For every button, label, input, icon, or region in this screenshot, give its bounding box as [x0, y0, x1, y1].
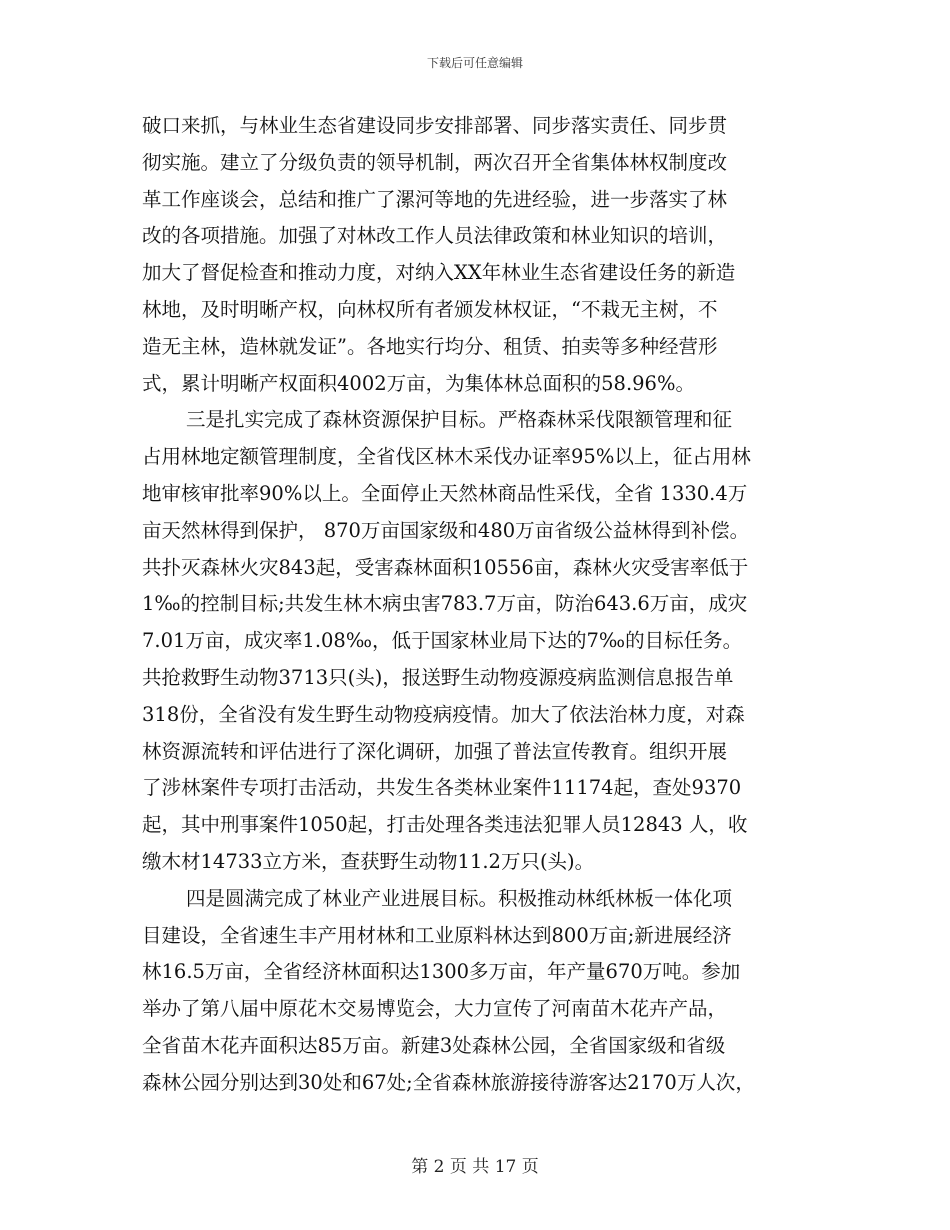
text-line: 地审核审批率90%以上。全面停止天然林商品性采伐，全省 1330.4万 — [142, 481, 748, 505]
text-line: 亩天然林得到保护， 870万亩国家级和480万亩省级公益林得到补偿。 — [142, 518, 750, 542]
text-line: 目建设，全省速生丰产用材林和工业原料林达到800万亩;新进展经济 — [142, 923, 732, 947]
text-line: 占用林地定额管理制度，全省伐区林木采伐办证率95%以上，征占用林 — [142, 445, 751, 469]
text-line: 造无主林，造林就发证”。各地实行均分、租赁、拍卖等多种经营形 — [142, 334, 718, 358]
page-footer: 第 2 页 共 17 页 — [411, 1157, 539, 1177]
text-line: 举办了第八届中原花木交易博览会，大力宣传了河南苗木花卉产品， — [142, 997, 728, 1021]
text-line: 式，累计明晰产权面积4002万亩，为集体林总面积的58.96%。 — [142, 371, 695, 395]
text-line: 改的各项措施。加强了对林改工作人员法律政策和林业知识的培训， — [142, 224, 728, 248]
text-line: 森林公园分别达到30处和67处;全省森林旅游接待游客达2170万人次， — [142, 1070, 755, 1094]
text-line: 1‰的控制目标;共发生林木病虫害783.7万亩，防治643.6万亩，成灾 — [142, 592, 748, 616]
text-line: 共扑灭森林火灾843起，受害森林面积10556亩，森林火灾受害率低于 — [142, 555, 749, 579]
text-line: 全省苗木花卉面积达85万亩。新建3处森林公园，全省国家级和省级 — [142, 1033, 726, 1057]
paragraph-start-line: 三是扎实完成了森林资源保护目标。严格森林采伐限额管理和征 — [186, 408, 733, 432]
text-line: 缴木材14733立方米，查获野生动物11.2万只(头)。 — [142, 849, 595, 873]
page-header: 下载后可任意编辑 — [426, 56, 523, 70]
text-line: 起，其中刑事案件1050起，打击处理各类违法犯罪人员12843 人，收 — [142, 813, 748, 837]
paragraph-start-line: 四是圆满完成了林业产业进展目标。积极推动林纸林板一体化项 — [186, 886, 733, 910]
text-line: 加大了督促检查和推动力度，对纳入XX年林业生态省建设任务的新造 — [142, 261, 736, 285]
text-line: 林地，及时明晰产权，向林权所有者颁发林权证，“不栽无主树，不 — [142, 297, 718, 321]
document-body — [142, 108, 827, 1102]
text-line: 318份，全省没有发生野生动物疫病疫情。加大了依法治林力度，对森 — [142, 702, 745, 726]
text-line: 彻实施。建立了分级负责的领导机制，两次召开全省集体林权制度改 — [142, 150, 728, 174]
text-line: 革工作座谈会，总结和推广了漯河等地的先进经验，进一步落实了林 — [142, 187, 728, 211]
text-line: 了涉林案件专项打击活动，共发生各类林业案件11174起，查处9370 — [142, 776, 742, 800]
text-line: 共抢救野生动物3713只(头)，报送野生动物疫源疫病监测信息报告单 — [142, 665, 734, 689]
text-line: 破口来抓，与林业生态省建设同步安排部署、同步落实责任、同步贯 — [142, 114, 728, 137]
text-line: 林资源流转和评估进行了深化调研，加强了普法宣传教育。组织开展 — [142, 739, 728, 763]
text-line: 7.01万亩，成灾率1.08‰，低于国家林业局下达的7‰的目标任务。 — [142, 629, 743, 653]
text-line: 林16.5万亩，全省经济林面积达1300多万亩，年产量670万吨。参加 — [142, 960, 741, 984]
